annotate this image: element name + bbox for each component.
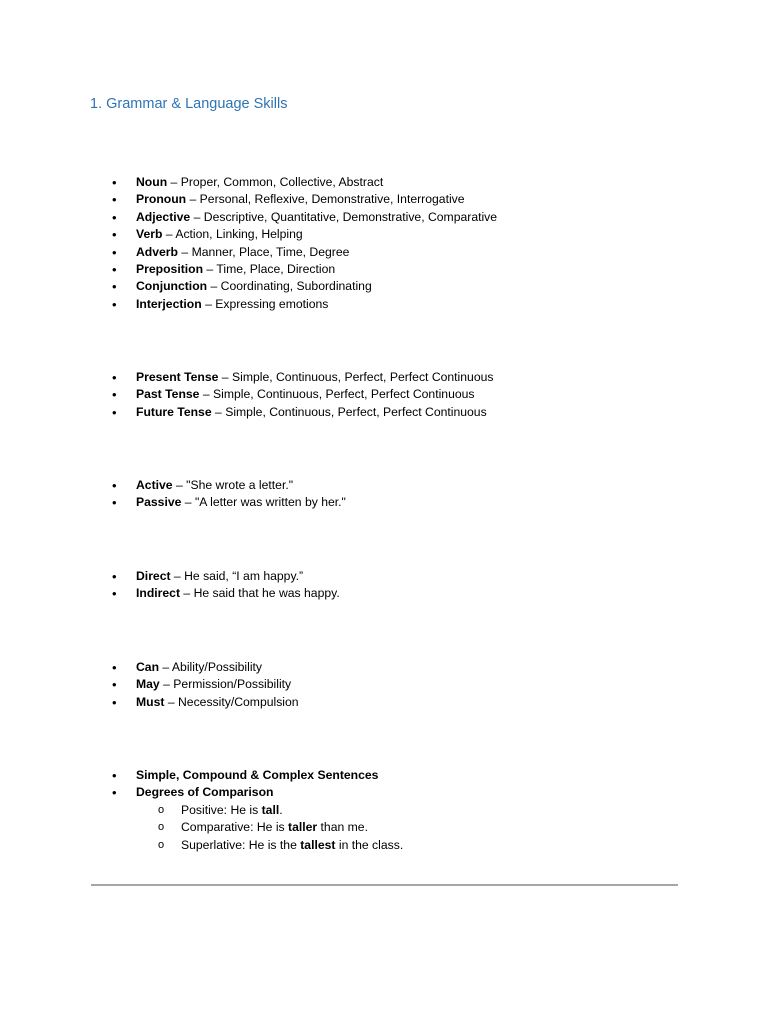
separator: – <box>178 244 192 259</box>
description: "She wrote a letter." <box>186 478 294 492</box>
list-item <box>110 784 403 801</box>
list-item <box>110 209 497 226</box>
description: Time, Place, Direction <box>216 261 336 276</box>
term: Past Tense <box>136 387 200 402</box>
separator: – <box>167 175 181 189</box>
description: Proper, Common, Collective, Abstract <box>180 175 384 189</box>
parts-of-speech-list <box>110 174 497 313</box>
separator: – <box>199 387 214 402</box>
sub-bold-word: tallest <box>300 837 336 852</box>
description: Simple, Continuous, Perfect, Perfect Continuous <box>225 404 487 419</box>
term: Must <box>136 694 165 709</box>
description: Ability/Possibility <box>171 660 263 674</box>
description: He said that he was happy. <box>193 586 340 601</box>
description: Simple, Continuous, Perfect, Perfect Continuous <box>231 370 494 384</box>
voice-list <box>110 477 346 512</box>
separator: – <box>159 660 172 674</box>
sub-text: Positive: He is <box>181 802 262 817</box>
sub-text: Superlative: He is the <box>181 837 301 852</box>
separator: – <box>172 478 187 492</box>
list-item <box>110 767 403 784</box>
separator: – <box>211 404 226 419</box>
sub-list-item <box>110 837 403 854</box>
term: Verb <box>136 227 163 242</box>
term: May <box>136 677 160 692</box>
term: Passive <box>136 495 182 510</box>
list-item <box>110 477 346 494</box>
list-item <box>110 676 299 693</box>
list-item <box>110 568 340 585</box>
separator: – <box>180 586 194 601</box>
list-item <box>110 404 493 421</box>
list-item <box>110 585 340 602</box>
term: Future Tense <box>136 404 212 419</box>
list-item <box>110 244 497 261</box>
description: Action, Linking, Helping <box>175 227 303 242</box>
description: Coordinating, Subordinating <box>220 279 372 294</box>
term: Simple, Compound & Complex Sentences <box>136 768 379 782</box>
sentences-list <box>110 767 403 854</box>
separator: – <box>207 279 221 294</box>
term: Degrees of Comparison <box>136 785 274 800</box>
description: Necessity/Compulsion <box>178 694 299 709</box>
sub-text: Comparative: He is <box>181 820 289 835</box>
description: He said, “I am happy.” <box>184 569 304 583</box>
list-item <box>110 226 497 243</box>
term: Can <box>136 660 160 674</box>
list-item <box>110 191 497 208</box>
list-item <box>110 296 497 313</box>
section-heading: 1. Grammar & Language Skills <box>90 96 288 112</box>
separator: – <box>164 694 178 709</box>
list-item <box>110 659 299 676</box>
description: Personal, Reflexive, Demonstrative, Interrogative <box>199 192 465 207</box>
speech-list <box>110 568 340 603</box>
term: Present Tense <box>136 370 219 384</box>
separator: – <box>201 296 216 311</box>
horizontal-divider <box>91 884 678 886</box>
separator: – <box>218 370 232 384</box>
separator: – <box>170 569 185 583</box>
modals-list <box>110 659 299 711</box>
term: Pronoun <box>136 192 187 207</box>
list-item <box>110 174 497 191</box>
sub-text: than me. <box>317 820 368 835</box>
separator: – <box>181 495 195 510</box>
separator: – <box>186 192 200 207</box>
description: Manner, Place, Time, Degree <box>191 244 350 259</box>
list-item <box>110 369 493 386</box>
tenses-list <box>110 369 493 421</box>
list-item <box>110 261 497 278</box>
description: Descriptive, Quantitative, Demonstrative, Comparative <box>203 209 498 224</box>
sub-bold-word: tall <box>261 802 280 817</box>
term: Adjective <box>136 209 191 224</box>
sub-list-item <box>110 802 403 819</box>
description: Permission/Possibility <box>173 677 292 692</box>
separator: – <box>159 677 174 692</box>
list-item <box>110 386 493 403</box>
term: Adverb <box>136 244 178 259</box>
term: Interjection <box>136 296 202 311</box>
list-item <box>110 278 497 295</box>
list-item <box>110 494 346 511</box>
separator: – <box>190 209 204 224</box>
list-item <box>110 694 299 711</box>
term: Noun <box>136 175 168 189</box>
sub-text: . <box>279 802 283 817</box>
sub-list-item <box>110 819 403 836</box>
separator: – <box>162 227 176 242</box>
description: "A letter was written by her." <box>194 495 346 510</box>
term: Preposition <box>136 261 204 276</box>
description: Expressing emotions <box>215 296 329 311</box>
term: Indirect <box>136 586 181 601</box>
description: Simple, Continuous, Perfect, Perfect Continuous <box>213 387 475 402</box>
term: Active <box>136 478 173 492</box>
term: Direct <box>136 569 171 583</box>
separator: – <box>203 261 217 276</box>
sub-bold-word: taller <box>288 820 318 835</box>
term: Conjunction <box>136 279 208 294</box>
sub-text: in the class. <box>335 837 404 852</box>
